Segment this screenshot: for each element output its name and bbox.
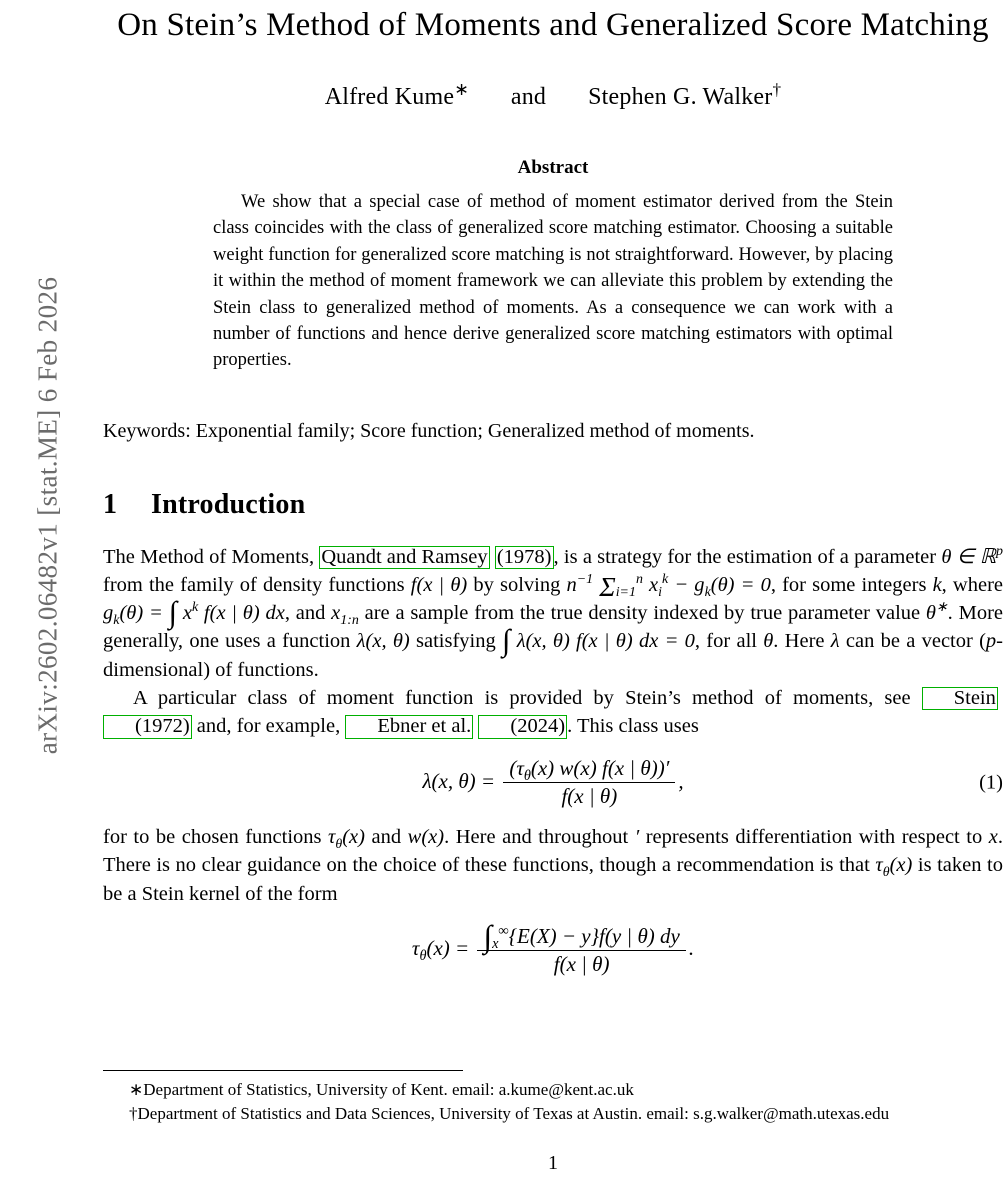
page-number: 1 (548, 1152, 558, 1174)
author-name-second: Stephen G. Walker (588, 84, 773, 110)
intro-text-i: . More generally, one uses a function (103, 602, 1003, 653)
math-lambda: λ (830, 630, 840, 653)
author-footnote-marker-second: † (772, 80, 782, 99)
citation-ebner[interactable] (345, 715, 473, 739)
citation-quandt-ramsey-year[interactable] (495, 546, 554, 570)
footnote-separator (103, 1070, 463, 1071)
section-title: Introduction (151, 488, 306, 520)
math-w-x: w(x) (407, 826, 445, 849)
arxiv-identifier-stamp: arXiv:2602.06482v1 [stat.ME] 6 Feb 2026 (32, 276, 63, 755)
citation-stein-year[interactable] (103, 715, 192, 739)
intro-text-c: from the family of density functions (103, 574, 411, 597)
intro-text-j: satisfying (409, 630, 502, 653)
citation-author: Stein (953, 686, 996, 709)
math-theta-in-Rp: θ ∈ ℝ$^p$ (941, 544, 1003, 568)
intro-text-h: are a sample from the true density indexed by true parameter value (358, 602, 926, 625)
abstract-section (158, 157, 948, 374)
intro-text-g: , and (284, 602, 332, 625)
math-theta-star: θ∗ (925, 600, 948, 625)
paragraph-intro-3: for to be chosen functions $\tau_\theta(x)$ and w(x). Here and throughout ′ represents differentiation with respect to x. There is no clear guidance on the choice of these functions, though a recommendation is that $\tau_\theta(x)$ is taken to be a Stein kernel of the form (103, 826, 1003, 905)
footnote-first: ∗Department of Statistics, University of Kent. email: a.kume@kent.ac.uk (129, 1080, 634, 1099)
author-footnote-marker-first: ∗ (454, 80, 469, 99)
equation-1-body: λ(x, θ) = $\frac{(\tau_\theta(x) w(x) f(x | \theta))'}{f(x | \theta)}$ , (422, 756, 684, 809)
intro-text-l: . Here (773, 630, 831, 653)
math-x: x (988, 826, 998, 849)
math-theta: θ (763, 630, 774, 653)
paragraph-intro-1 (103, 543, 1003, 684)
math-p: p (985, 630, 997, 653)
footnote-second: †Department of Statistics and Data Sciences, University of Texas at Austin. email: s.g.walker@math.utexas.edu (129, 1104, 890, 1123)
intro-text-n: -dimensional) of functions. (103, 630, 1003, 681)
intro2-text-c: . This class uses (567, 715, 699, 738)
math-lambda-x-theta: λ(x, θ) (356, 630, 410, 653)
math-gk-definition: $g_k(\theta)$ = ∫ $x^k$ f(x | θ) dx (103, 595, 285, 630)
section-number: 1 (103, 488, 118, 520)
intro2-text-b: and, for example, (191, 715, 346, 738)
keywords-line: Keywords: Exponential family; Score function; Generalized method of moments. (103, 419, 755, 442)
abstract-heading: Abstract (517, 157, 589, 178)
citation-quandt-ramsey[interactable] (319, 546, 489, 570)
math-density-f: f(x | θ) (410, 574, 468, 597)
math-moment-equation: $n^{-1}$ $\Sigma_{i=1}^n$ $x_i^k - g_k(\theta) = 0$ (566, 571, 771, 603)
footnote-block (103, 1078, 1003, 1126)
math-tau-theta-2: $\tau_\theta(x)$ (875, 854, 913, 881)
equation-1-number: (1) (979, 771, 1003, 794)
citation-year: (2024) (510, 715, 566, 738)
intro-text-a: The Method of Moments, (103, 545, 320, 568)
citation-ebner-year[interactable] (478, 715, 567, 739)
intro2-text-a: A particular class of moment function is provided by Stein’s method of moments, see (133, 686, 922, 709)
page-title: On Stein’s Method of Moments and Generalized Score Matching (117, 7, 989, 43)
math-prime: ′ (634, 826, 640, 849)
citation-stein[interactable] (922, 687, 998, 711)
abstract-text: We show that a special case of method of moment estimator derived from the Stein class coincides with the class of generalized score matching estimator. Choosing a suitable weight function for generalized score matching is not straightforward. However, by placing it within the method of moment framework we can alleviate this problem by extending the Stein class to generalized method of moments. As a consequence we can work with a number of functions and hence derive generalized score matching estimators with optimal properties. (213, 192, 893, 371)
intro-text-b: , is a strategy for the estimation of a parameter (553, 545, 942, 568)
intro-text-d: by solving (467, 574, 567, 597)
math-sample: $x_{1:n}$ (331, 602, 359, 629)
section-heading-introduction (103, 489, 1003, 521)
intro-text-e: , for some integers (770, 574, 933, 597)
equation-stein-kernel-body: $\tau_\theta(x)$ = $\frac{\int_x^\infty\{E(X) - y\}f(y | \theta) dy}{f(x | \theta)}$ . (411, 918, 695, 976)
intro-text-k: , for all (694, 630, 764, 653)
paper-page (103, 0, 1003, 1200)
author-name-first: Alfred Kume (324, 84, 455, 110)
equation-1 (103, 756, 1003, 809)
citation-author: Quandt and Ramsey (321, 545, 488, 568)
intro-text-f: , where (941, 574, 1003, 597)
math-lambda-integral: ∫ λ(x, θ) f(x | θ) dx = 0 (502, 624, 695, 659)
paragraph-intro-2 (103, 684, 1003, 740)
author-list (103, 80, 1003, 111)
author-conjunction: and (510, 84, 547, 110)
citation-author: Ebner et al. (377, 715, 472, 738)
math-tau-theta: $\tau_\theta(x)$ (328, 826, 365, 853)
equation-stein-kernel (103, 918, 1003, 977)
math-k: k (932, 574, 942, 597)
citation-year: (1978) (496, 545, 552, 568)
citation-year: (1972) (135, 715, 190, 738)
intro-text-m: can be a vector ( (839, 630, 986, 653)
